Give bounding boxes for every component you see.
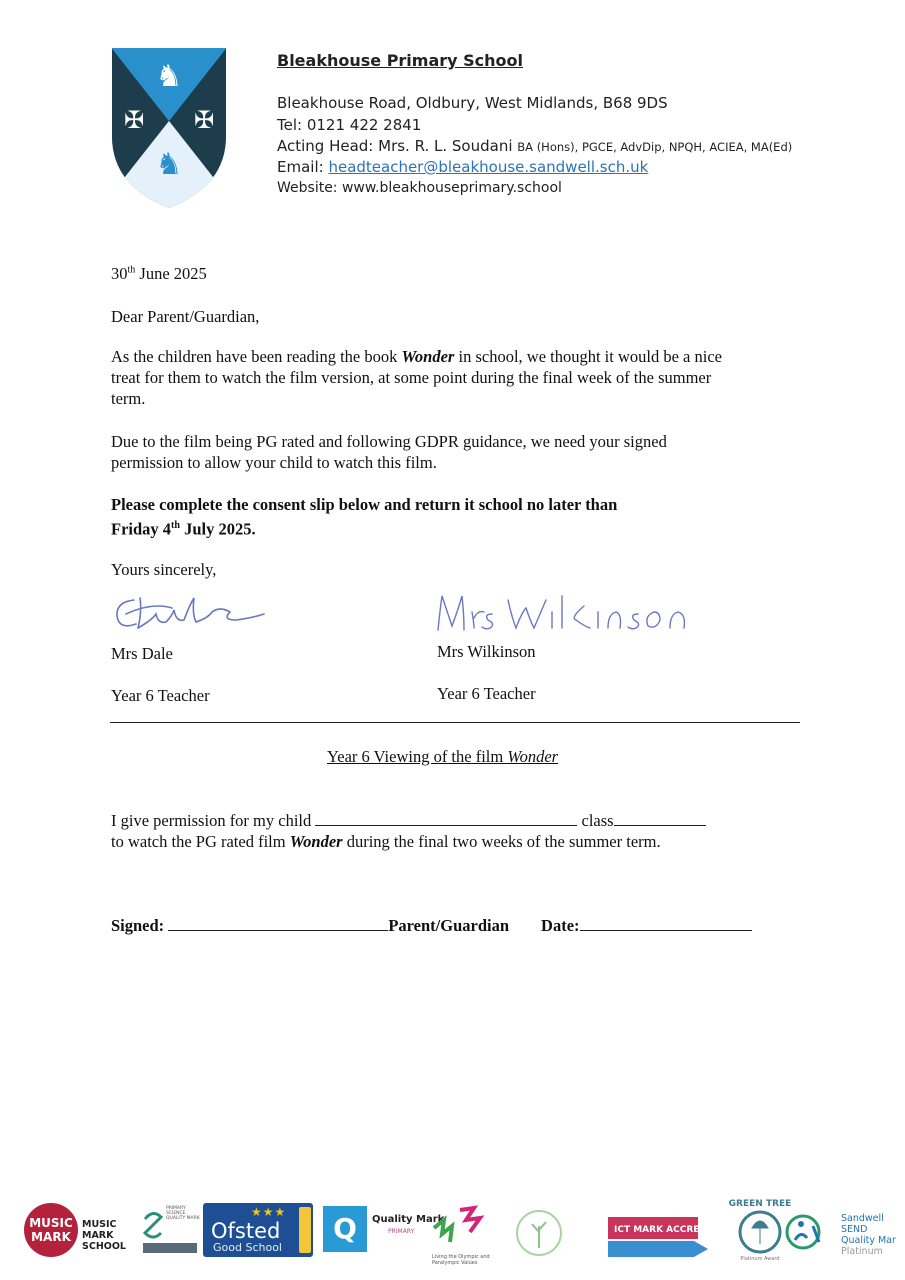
- acting-head-qualifications: BA (Hons), PGCE, AdvDip, NPQH, ACIEA, MA(Ed): [517, 140, 793, 154]
- signature-wilkinson: [434, 590, 694, 638]
- signatory-role-wilkinson: Year 6 Teacher: [437, 684, 536, 703]
- svg-text:♞: ♞: [155, 59, 183, 94]
- music-mark-school-text: MUSIC MARK SCHOOL: [82, 1219, 126, 1252]
- school-name: Bleakhouse Primary School: [277, 51, 524, 70]
- get-set-olympic-logo: [430, 1204, 486, 1260]
- parent-signature-field[interactable]: [168, 916, 388, 931]
- svg-text:ICT MARK ACCREDITED: ICT MARK ACCREDITED: [614, 1225, 731, 1235]
- signature-dale: [112, 590, 272, 636]
- acting-head: Acting Head: Mrs. R. L. Soudani BA (Hons), PGCE, AdvDip, NPQH, ACIEA, MA(Ed): [277, 137, 793, 155]
- signatory-name-dale: Mrs Dale: [111, 644, 173, 663]
- quality-mark-text: Quality Mark: [372, 1214, 445, 1225]
- slip-title-film: Wonder: [507, 747, 559, 766]
- salutation: Dear Parent/Guardian,: [111, 307, 260, 326]
- school-telephone: Tel: 0121 422 2841: [277, 116, 422, 134]
- email-link[interactable]: headteacher@bleakhouse.sandwell.sch.uk: [328, 158, 649, 176]
- paragraph-gdpr: Due to the film being PG rated and following GDPR guidance, we need your signed permission to allow your child to watch this film.: [111, 432, 667, 472]
- music-mark-logo: MUSIC MARK: [24, 1203, 78, 1257]
- child-name-field[interactable]: [315, 811, 577, 826]
- slip-title: Year 6 Viewing of the film Wonder: [327, 747, 559, 766]
- school-email: Email: headteacher@bleakhouse.sandwell.sch.uk: [277, 158, 649, 176]
- sandwell-send-text: Sandwell SEND Quality Mar Platinum: [841, 1213, 896, 1257]
- paragraph-consent-deadline: Please complete the consent slip below and return it school no later than Friday 4th July 2025.: [111, 495, 618, 539]
- ofsted-stars-icon: ★★★: [251, 1205, 287, 1219]
- paragraph-reading-wonder: As the children have been reading the book Wonder in school, we thought it would be a nice treat for them to watch the film version, at some point during the final week of the summer term.: [111, 347, 722, 408]
- svg-text:♞: ♞: [155, 147, 183, 182]
- quality-mark-sub: PRIMARY: [388, 1228, 415, 1235]
- closing: Yours sincerely,: [111, 560, 217, 579]
- svg-text:✠: ✠: [123, 106, 145, 134]
- svg-text:GREEN TREE: GREEN TREE: [728, 1199, 792, 1209]
- school-address: Bleakhouse Road, Oldbury, West Midlands, B68 9DS: [277, 94, 668, 112]
- letter-date: 30th June 2025: [111, 264, 207, 283]
- psqm-text: PRIMARY SCIENCE QUALITY MARK: [166, 1206, 200, 1221]
- environment-award-text: [567, 1216, 607, 1223]
- signatory-name-wilkinson: Mrs Wilkinson: [437, 642, 536, 661]
- svg-text:Platinum Award: Platinum Award: [740, 1256, 780, 1262]
- tear-off-divider: [110, 722, 800, 723]
- signature-line: Signed: Parent/Guardian Date:: [111, 916, 831, 936]
- school-crest-logo: [110, 46, 228, 210]
- permission-film-title: Wonder: [289, 832, 343, 851]
- ict-mark-logo: [608, 1213, 731, 1259]
- svg-text:✠: ✠: [193, 106, 215, 134]
- olympic-sub-text: Living the Olympic and Paralympic Values: [432, 1254, 490, 1266]
- class-field[interactable]: [614, 811, 706, 826]
- quality-q-logo: Q: [323, 1206, 367, 1252]
- sandwell-send-icon: [783, 1212, 835, 1252]
- signatory-role-dale: Year 6 Teacher: [111, 686, 210, 705]
- environment-award-logo: [514, 1208, 564, 1258]
- school-website: Website: www.bleakhouseprimary.school: [277, 180, 562, 196]
- book-title: Wonder: [401, 347, 455, 366]
- date-field[interactable]: [580, 916, 752, 931]
- permission-line-2: to watch the PG rated film Wonder during the final two weeks of the summer term.: [111, 832, 661, 851]
- ofsted-logo: ★★★ Ofsted Good School: [203, 1203, 313, 1257]
- permission-line: I give permission for my child class: [111, 811, 831, 831]
